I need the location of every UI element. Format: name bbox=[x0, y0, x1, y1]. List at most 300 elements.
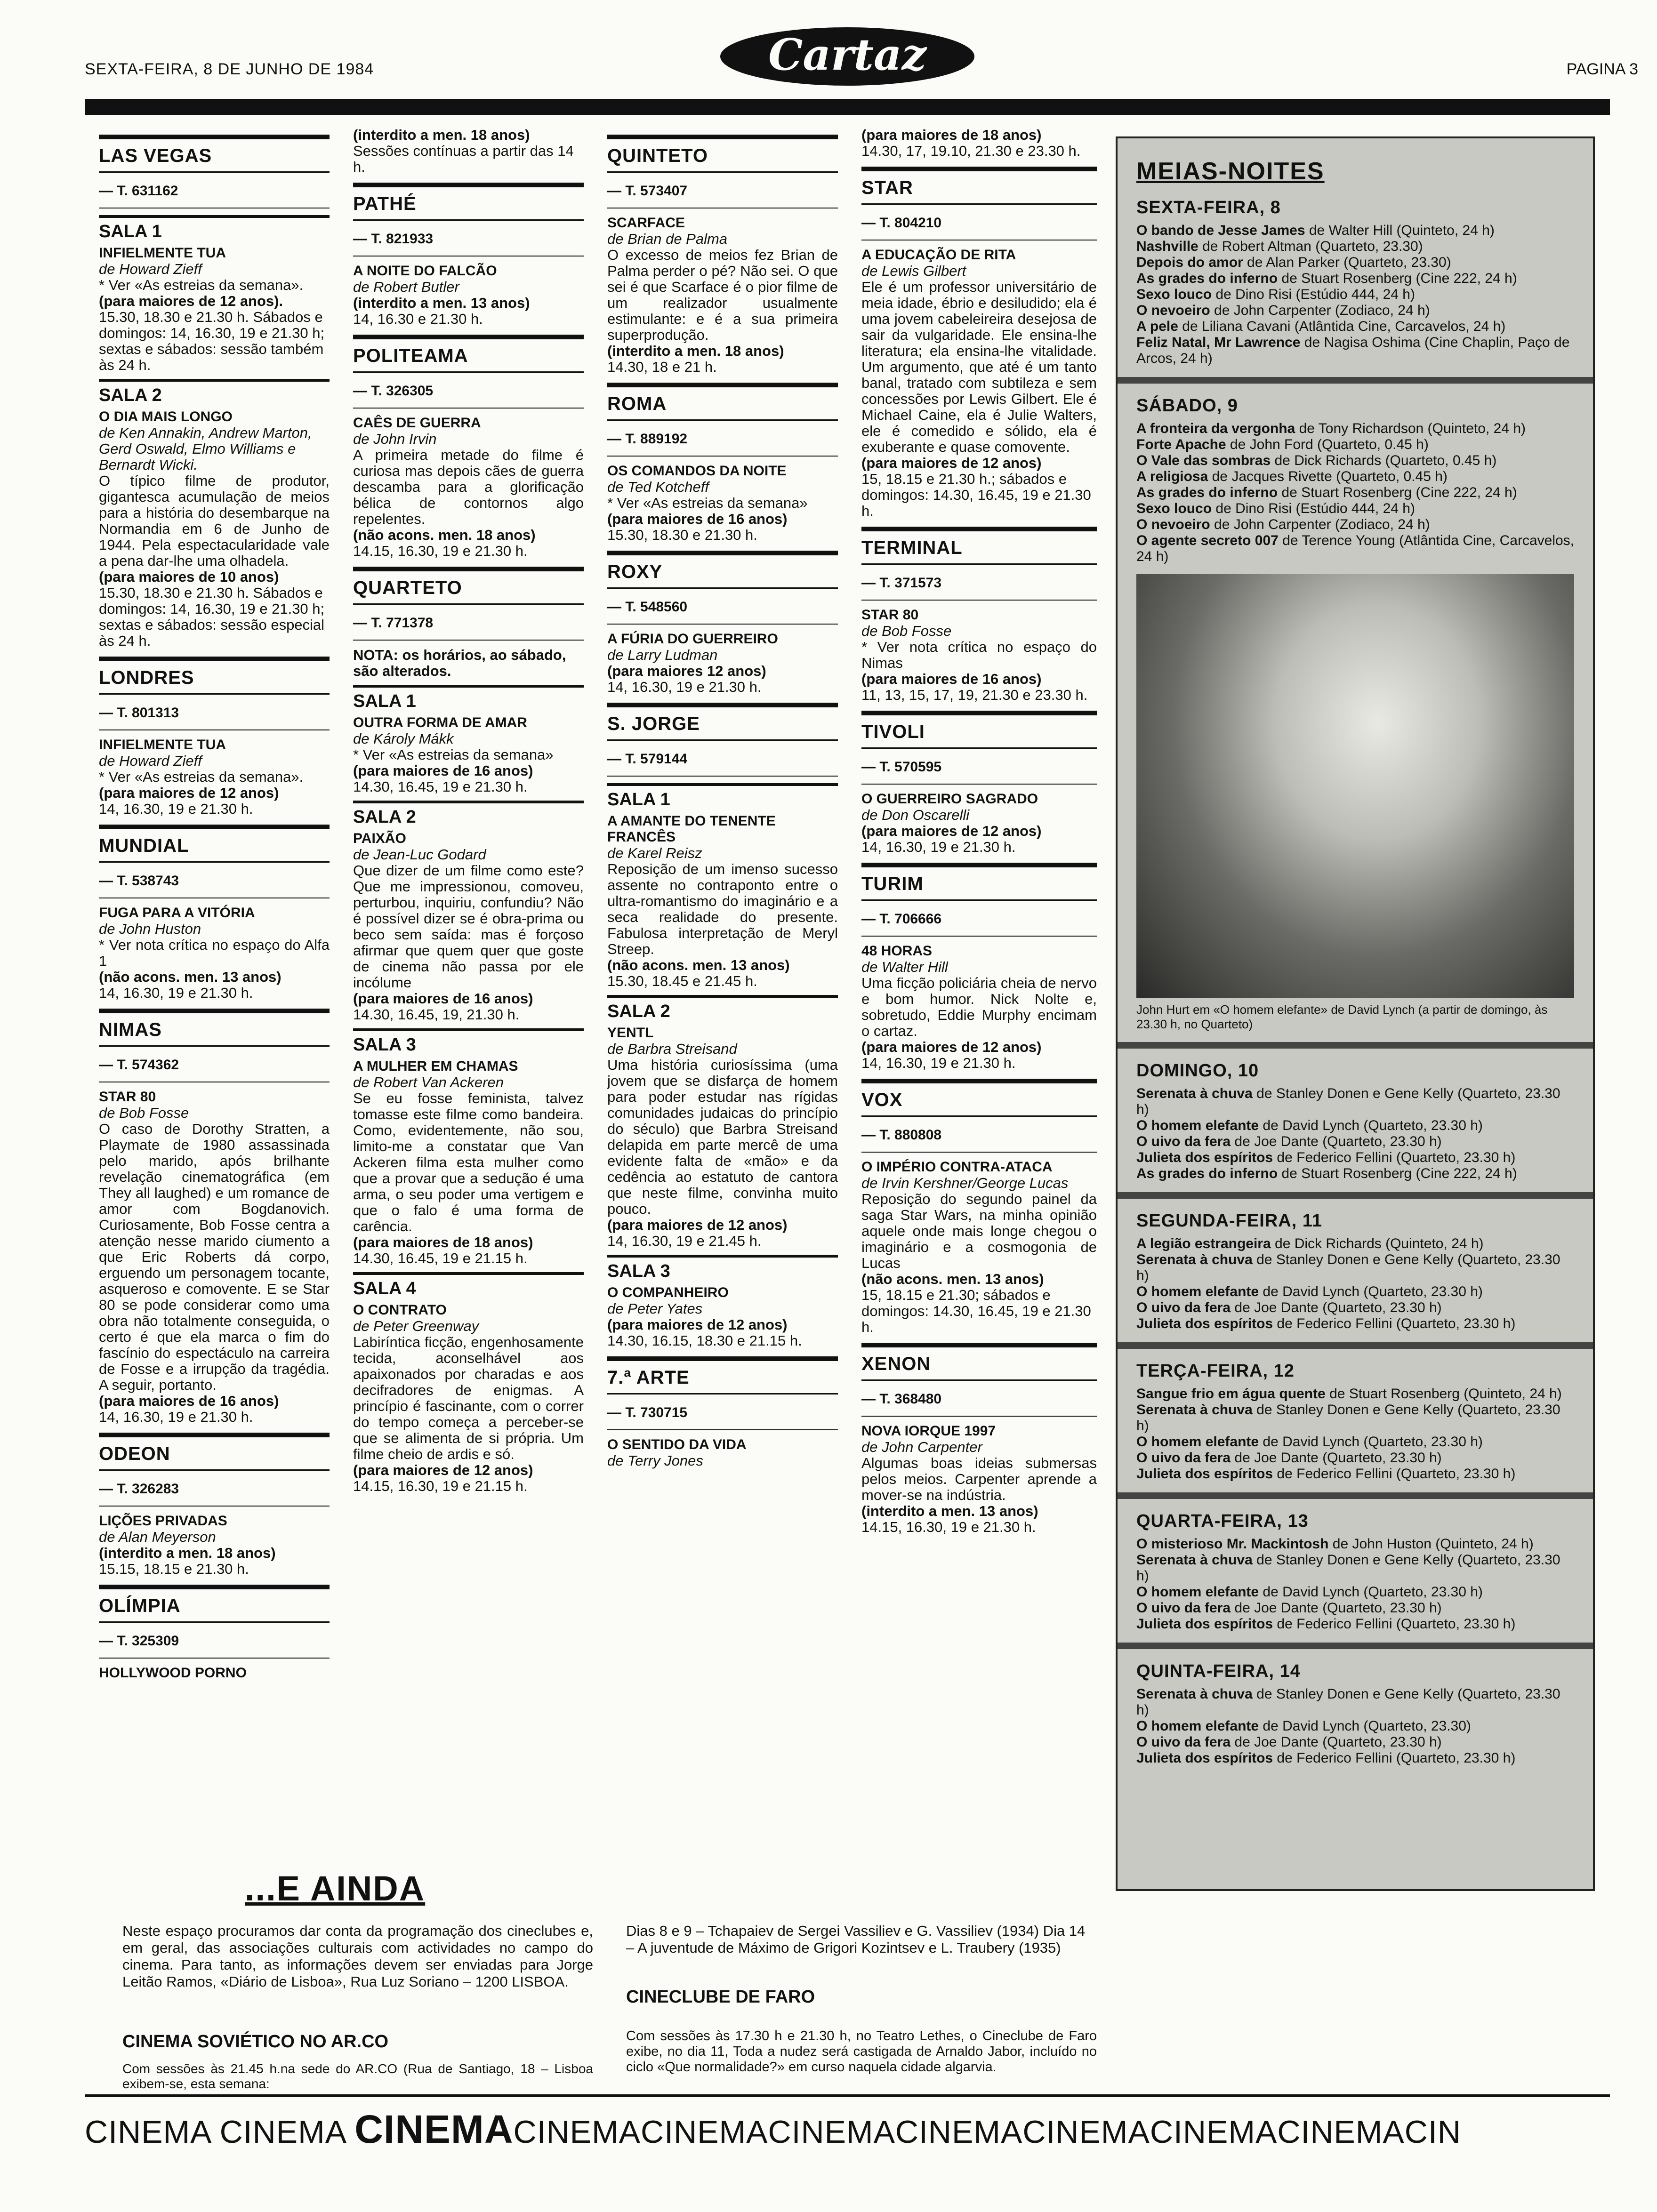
listing-details: de John Carpenter (Zodiaco, 24 h) bbox=[1210, 517, 1430, 532]
film-rating: (para maiores de 16 anos) bbox=[353, 990, 533, 1007]
film-review: * Ver nota crítica no espaço do Nimas bbox=[861, 639, 1097, 671]
film-title: O SENTIDO DA VIDA bbox=[607, 1437, 747, 1452]
film-title: O CONTRATO bbox=[353, 1302, 447, 1318]
film-title: O IMPÉRIO CONTRA-ATACA bbox=[861, 1159, 1053, 1175]
film-times: 15.15, 18.15 e 21.30 h. bbox=[99, 1561, 249, 1577]
cinema-phone: — T. 570595 bbox=[861, 759, 1097, 785]
film-director: de Alan Meyerson bbox=[99, 1529, 216, 1545]
listing-film: A religiosa bbox=[1136, 469, 1208, 484]
listing-film: Nashville bbox=[1136, 239, 1199, 254]
column-3 bbox=[607, 127, 838, 1469]
listing-film: O bando de Jesse James bbox=[1136, 223, 1305, 238]
listing-row bbox=[1136, 1718, 1574, 1734]
day-listing bbox=[1136, 223, 1574, 367]
film-rating: (para maiores de 12 anos) bbox=[353, 1462, 533, 1478]
cinema-section bbox=[353, 183, 584, 327]
film-title: A EDUCAÇÃO DE RITA bbox=[861, 247, 1016, 263]
listing-row bbox=[1136, 1300, 1574, 1316]
cinema-section bbox=[861, 863, 1097, 1071]
listing-details: de Stanley Donen e Gene Kelly (Quarteto, 23.30 h) bbox=[1136, 1252, 1560, 1283]
listing-details: de John Ford (Quarteto, 0.45 h) bbox=[1226, 437, 1429, 452]
cinema-phone: — T. 326283 bbox=[99, 1481, 330, 1507]
listing-details: de Stuart Rosenberg (Cine 222, 24 h) bbox=[1278, 485, 1517, 500]
listing-details: de Stanley Donen e Gene Kelly (Quarteto, 23.30 h) bbox=[1136, 1402, 1560, 1434]
column-2 bbox=[353, 127, 584, 1494]
carryover-rating: (para maiores de 18 anos) bbox=[861, 127, 1042, 143]
cinema-section bbox=[353, 335, 584, 559]
listing-row bbox=[1136, 319, 1574, 335]
film-title: OS COMANDOS DA NOITE bbox=[607, 463, 787, 479]
film-title: OUTRA FORMA DE AMAR bbox=[353, 715, 527, 730]
listing-details: de Federico Fellini (Quarteto, 23.30 h) bbox=[1273, 1616, 1516, 1632]
cinema-name: POLITEAMA bbox=[353, 344, 584, 373]
day-heading: QUINTA-FEIRA, 14 bbox=[1136, 1661, 1301, 1681]
cinema-phone: — T. 579144 bbox=[607, 751, 838, 777]
day-separator bbox=[1118, 1042, 1593, 1049]
listing-row bbox=[1136, 335, 1574, 367]
listing-row bbox=[1136, 287, 1574, 303]
cinema-section bbox=[353, 567, 584, 1494]
cinema-phone: — T. 889192 bbox=[607, 431, 838, 457]
faro-section bbox=[626, 1988, 1097, 2012]
listing-film: Feliz Natal, Mr Lawrence bbox=[1136, 335, 1301, 350]
arco-text: Com sessões às 21.45 h.na sede do AR.CO (Rua de Santiago, 18 – Lisboa exibem-se, esta semana: bbox=[122, 2061, 593, 2091]
film-times: 15, 18.15 e 21.30; sábados e domingos: 14.30, 16.45, 19 e 21.30 h. bbox=[861, 1287, 1091, 1335]
listing-details: de Federico Fellini (Quarteto, 23.30 h) bbox=[1273, 1316, 1516, 1331]
day-separator bbox=[1118, 1192, 1593, 1199]
cinema-section bbox=[861, 527, 1097, 703]
film-rating: (não acons. men. 18 anos) bbox=[353, 527, 536, 543]
cinema-name: QUINTETO bbox=[607, 144, 838, 173]
listing-row bbox=[1136, 1584, 1574, 1600]
listing-row bbox=[1136, 223, 1574, 239]
header-rule bbox=[85, 99, 1610, 115]
listing-film: Serenata à chuva bbox=[1136, 1402, 1253, 1418]
listing-details: de Federico Fellini (Quarteto, 23.30 h) bbox=[1273, 1150, 1516, 1165]
schedule-note: NOTA: os horários, ao sábado, são alterados. bbox=[353, 647, 566, 679]
cinema-section bbox=[861, 1079, 1097, 1335]
listing-film: A fronteira da vergonha bbox=[1136, 421, 1295, 436]
film-director: de Howard Zieff bbox=[99, 753, 202, 769]
film-times: 14.15, 16.30, 19 e 21.30 h. bbox=[353, 543, 528, 559]
film-title: FUGA PARA A VITÓRIA bbox=[99, 905, 255, 921]
listing-details: de David Lynch (Quarteto, 23.30 h) bbox=[1259, 1434, 1483, 1450]
cinema-section bbox=[99, 135, 330, 649]
listing-row bbox=[1136, 453, 1574, 469]
cinema-name: S. JORGE bbox=[607, 712, 838, 741]
listing-row bbox=[1136, 501, 1574, 517]
listing-row bbox=[1136, 437, 1574, 453]
film-times: 14, 16.30, 19 e 21.30 h. bbox=[861, 1055, 1016, 1071]
film-director: de Ken Annakin, Andrew Marton, Gerd Oswald, Elmo Williams e Bernardt Wicki. bbox=[99, 425, 312, 473]
listing-film: Julieta dos espíritos bbox=[1136, 1750, 1273, 1766]
cinema-section bbox=[861, 167, 1097, 519]
cinema-name: STAR bbox=[861, 176, 1097, 205]
day-separator bbox=[1118, 1342, 1593, 1349]
film-times: 15.30, 18.30 e 21.30 h. Sábados e domingos: 14, 16.30, 19 e 21.30 h; sextas e sábados: sessão também às 24 h. bbox=[99, 309, 325, 373]
film-times: 14, 16.30, 19 e 21.30 h. bbox=[99, 801, 253, 817]
listing-row bbox=[1136, 255, 1574, 271]
film-director: de John Irvin bbox=[353, 431, 437, 447]
listing-details: de Dick Richards (Quarteto, 0.45 h) bbox=[1271, 453, 1497, 468]
film-rating: (interdito a men. 18 anos) bbox=[607, 343, 784, 359]
film-times: 14.30, 16.15, 18.30 e 21.15 h. bbox=[607, 1332, 802, 1349]
arco-title: CINEMA SOVIÉTICO NO AR.CO bbox=[122, 2032, 389, 2052]
day-separator bbox=[1118, 1643, 1593, 1649]
ainda-title: ...E AINDA bbox=[245, 1869, 426, 1908]
listing-row bbox=[1136, 1600, 1574, 1616]
cinema-section bbox=[607, 135, 838, 375]
listing-row bbox=[1136, 1236, 1574, 1252]
listing-film: Sangue frio em água quente bbox=[1136, 1386, 1326, 1402]
film-title: PAIXÃO bbox=[353, 831, 406, 846]
listing-row bbox=[1136, 421, 1574, 437]
listing-row bbox=[1136, 1386, 1574, 1402]
listing-details: de Federico Fellini (Quarteto, 23.30 h) bbox=[1273, 1750, 1516, 1766]
film-title: A FÚRIA DO GUERREIRO bbox=[607, 631, 778, 647]
listing-details: de Tony Richardson (Quinteto, 24 h) bbox=[1295, 421, 1526, 436]
listing-film: O uivo da fera bbox=[1136, 1734, 1231, 1750]
film-rating: (não acons. men. 13 anos) bbox=[607, 957, 790, 973]
listing-details: de Joe Dante (Quarteto, 23.30 h) bbox=[1231, 1600, 1442, 1616]
listing-details: de Stuart Rosenberg (Cine 222, 24 h) bbox=[1278, 1166, 1517, 1181]
listing-details: de David Lynch (Quarteto, 23.30 h) bbox=[1259, 1584, 1483, 1600]
listing-row bbox=[1136, 1434, 1574, 1450]
film-review: * Ver nota crítica no espaço do Alfa 1 bbox=[99, 937, 330, 969]
film-title: O DIA MAIS LONGO bbox=[99, 409, 233, 425]
listing-film: O nevoeiro bbox=[1136, 303, 1210, 318]
day-separator bbox=[1118, 377, 1593, 384]
listing-row bbox=[1136, 1450, 1574, 1466]
day-heading: SEXTA-FEIRA, 8 bbox=[1136, 198, 1281, 217]
listing-film: O homem elefante bbox=[1136, 1284, 1259, 1299]
film-review: * Ver «As estreias da semana» bbox=[353, 746, 554, 763]
day-heading: SEGUNDA-FEIRA, 11 bbox=[1136, 1211, 1322, 1231]
day-heading: TERÇA-FEIRA, 12 bbox=[1136, 1361, 1295, 1381]
listing-details: de Joe Dante (Quarteto, 23.30 h) bbox=[1231, 1450, 1442, 1466]
film-times: 15, 18.15 e 21.30 h.; sábados e domingos: 14.30, 16.45, 19 e 21.30 h. bbox=[861, 471, 1091, 519]
film-director: de Howard Zieff bbox=[99, 261, 202, 277]
film-rating: (para maiores de 12 anos) bbox=[99, 785, 279, 801]
listing-row bbox=[1136, 1118, 1574, 1134]
cinema-name: LONDRES bbox=[99, 666, 330, 695]
cinema-section bbox=[607, 551, 838, 695]
film-title: CAÊS DE GUERRA bbox=[353, 415, 481, 431]
film-rating: (para maiores de 12 anos). bbox=[99, 293, 283, 309]
footer-band bbox=[85, 2094, 1610, 2152]
film-times: 15.30, 18.30 e 21.30 h. bbox=[607, 527, 757, 543]
listing-details: de Dino Risi (Estúdio 444, 24 h) bbox=[1212, 501, 1415, 516]
listing-details: de Liliana Cavani (Atlântida Cine, Carcavelos, 24 h) bbox=[1178, 319, 1506, 334]
cinema-name: VOX bbox=[861, 1088, 1097, 1117]
listing-film: O homem elefante bbox=[1136, 1584, 1259, 1600]
listing-details: de David Lynch (Quarteto, 23.30 h) bbox=[1259, 1284, 1483, 1299]
day-listing bbox=[1136, 421, 1574, 565]
listing-film: As grades do inferno bbox=[1136, 485, 1278, 500]
film-rating: (para maiores de 16 anos) bbox=[99, 1393, 279, 1409]
listing-film: O homem elefante bbox=[1136, 1434, 1259, 1450]
film-review: O típico filme de produtor, gigantesca acumulação de meios para a história do desembarque na Normandia em 6 de Junho de 1944. Pela espectacularidade vale a pena dar-lhe uma olhadela. bbox=[99, 473, 330, 569]
cinema-section bbox=[861, 1343, 1097, 1535]
film-rating: (não acons. men. 13 anos) bbox=[861, 1271, 1044, 1287]
photo-caption: John Hurt em «O homem elefante» de David Lynch (a partir de domingo, às 23.30 h, no Quarteto) bbox=[1136, 1002, 1548, 1031]
meias-noites-box bbox=[1116, 136, 1595, 1891]
sala-label: SALA 1 bbox=[99, 215, 330, 240]
sala-label: SALA 2 bbox=[99, 379, 330, 403]
film-director: de Peter Greenway bbox=[353, 1318, 479, 1334]
film-director: de Lewis Gilbert bbox=[861, 263, 966, 279]
cinema-phone: — T. 326305 bbox=[353, 383, 584, 409]
film-rating: (para maiores de 16 anos) bbox=[607, 511, 788, 527]
film-review: O excesso de meios fez Brian de Palma perder o pé? Não sei. O que sei é que Scarface é o pior filme de um realizador usualmente estimulante: e é a sua primeira superprodução. bbox=[607, 247, 838, 343]
film-title: YENTL bbox=[607, 1025, 654, 1041]
listing-row bbox=[1136, 1734, 1574, 1750]
listing-film: O agente secreto 007 bbox=[1136, 533, 1279, 548]
listing-film: O Vale das sombras bbox=[1136, 453, 1271, 468]
column-4 bbox=[861, 127, 1097, 1535]
cinema-section bbox=[99, 1585, 330, 1681]
listing-row bbox=[1136, 1316, 1574, 1332]
listing-details: de Stuart Rosenberg (Quinteto, 24 h) bbox=[1325, 1386, 1562, 1402]
listing-row bbox=[1136, 1150, 1574, 1166]
film-title: A MULHER EM CHAMAS bbox=[353, 1058, 518, 1074]
arco-section bbox=[122, 2033, 593, 2057]
listing-details: de Stuart Rosenberg (Cine 222, 24 h) bbox=[1278, 271, 1517, 286]
cinema-phone: — T. 573407 bbox=[607, 183, 838, 208]
film-review: Reposição do segundo painel da saga Star Wars, na minha opinião aquele onde mais longe chegou o imaginário e a cosmogonia de Lucas bbox=[861, 1191, 1097, 1271]
day-heading: QUARTA-FEIRA, 13 bbox=[1136, 1511, 1309, 1531]
listing-film: Julieta dos espíritos bbox=[1136, 1316, 1273, 1331]
listing-details: de John Carpenter (Zodiaco, 24 h) bbox=[1210, 303, 1430, 318]
listing-details: de Dick Richards (Quinteto, 24 h) bbox=[1271, 1236, 1484, 1251]
listing-details: de David Lynch (Quarteto, 23.30 h) bbox=[1259, 1118, 1483, 1133]
cinema-phone: — T. 548560 bbox=[607, 599, 838, 625]
cinema-phone: — T. 880808 bbox=[861, 1127, 1097, 1153]
sala-label: SALA 2 bbox=[607, 995, 838, 1019]
listing-row bbox=[1136, 239, 1574, 255]
listing-film: Serenata à chuva bbox=[1136, 1252, 1253, 1267]
day-heading: SÁBADO, 9 bbox=[1136, 396, 1238, 416]
film-title: INFIELMENTE TUA bbox=[99, 245, 226, 261]
cinema-phone: — T. 368480 bbox=[861, 1391, 1097, 1417]
listing-film: O uivo da fera bbox=[1136, 1300, 1231, 1315]
cinema-phone: — T. 801313 bbox=[99, 705, 330, 730]
listing-film: O homem elefante bbox=[1136, 1718, 1259, 1734]
listing-row bbox=[1136, 1252, 1574, 1284]
day-heading: DOMINGO, 10 bbox=[1136, 1061, 1259, 1081]
cinema-name: MUNDIAL bbox=[99, 834, 330, 863]
listing-details: de Joe Dante (Quarteto, 23.30 h) bbox=[1231, 1134, 1442, 1149]
film-rating: (para maiores de 12 anos) bbox=[861, 1039, 1042, 1055]
day-listing bbox=[1136, 1236, 1574, 1332]
listing-row bbox=[1136, 1750, 1574, 1766]
film-times: 14.30, 16.45, 19, 21.30 h. bbox=[353, 1006, 520, 1023]
listing-film: Julieta dos espíritos bbox=[1136, 1616, 1273, 1632]
cinema-phone: — T. 574362 bbox=[99, 1057, 330, 1082]
cinema-section bbox=[607, 1356, 838, 1469]
listing-details: de Terence Young (Atlântida Cine, Carcavelos, 24 h) bbox=[1136, 533, 1575, 564]
listing-film: Depois do amor bbox=[1136, 255, 1243, 270]
film-title: LIÇÕES PRIVADAS bbox=[99, 1513, 227, 1529]
cinema-phone: — T. 538743 bbox=[99, 873, 330, 898]
film-review: * Ver «As estreias da semana». bbox=[99, 769, 304, 785]
film-director: de Karel Reisz bbox=[607, 845, 702, 861]
film-rating: (não acons. men. 13 anos) bbox=[99, 969, 282, 985]
listing-row bbox=[1136, 1086, 1574, 1118]
film-review: * Ver «As estreias da semana». bbox=[99, 277, 304, 293]
listing-film: O uivo da fera bbox=[1136, 1600, 1231, 1616]
listing-row bbox=[1136, 469, 1574, 485]
cinema-phone: — T. 631162 bbox=[99, 183, 330, 208]
cinema-name: XENON bbox=[861, 1352, 1097, 1381]
sala-label: SALA 1 bbox=[353, 685, 584, 709]
cinema-phone: — T. 325309 bbox=[99, 1633, 330, 1659]
listing-details: de Jacques Rivette (Quarteto, 0.45 h) bbox=[1208, 469, 1448, 484]
listing-film: Forte Apache bbox=[1136, 437, 1226, 452]
footer-cinema-bold: CINEMA bbox=[354, 2107, 514, 2151]
faro-text: Com sessões às 17.30 h e 21.30 h, no Teatro Lethes, o Cineclube de Faro exibe, no dia 11, Toda a nudez será castigada de Arnaldo Jabor, incluído no ciclo «Que normalidade?» em curso naquela cidade algarvia. bbox=[626, 2028, 1097, 2075]
film-title: INFIELMENTE TUA bbox=[99, 737, 226, 753]
film-review: Que dizer de um filme como este? Que me impressionou, comoveu, perturbou, inquiriu, confundiu? Não é possível dizer se é obra-prima ou beco sem saída: mas é forçoso afirmar que quem quer que goste de cinema não passa por ele incólume bbox=[353, 862, 584, 991]
listing-row bbox=[1136, 533, 1574, 565]
listing-row bbox=[1136, 1616, 1574, 1632]
film-director: de Barbra Streisand bbox=[607, 1041, 737, 1057]
sala-label: SALA 4 bbox=[353, 1272, 584, 1297]
film-director: de Robert Van Ackeren bbox=[353, 1074, 504, 1090]
film-review: Labiríntica ficção, engenhosamente tecida, aconselhável aos apaixonados por charadas e aos decifradores de enigmas. A princípio é fascinante, com o correr do tempo começa a perceber-se que se alimenta de si própria. Um filme cheio de ardis e só. bbox=[353, 1334, 584, 1462]
footer-cinema-repeat: CINEMACINEMACINEMACINEMACINEMACINEMACINEMACIN bbox=[513, 2114, 1461, 2150]
listing-film: Julieta dos espíritos bbox=[1136, 1466, 1273, 1482]
cinema-name: ROXY bbox=[607, 560, 838, 589]
listing-details: de Joe Dante (Quarteto, 23.30 h) bbox=[1231, 1734, 1442, 1750]
cinema-name: PATHÉ bbox=[353, 192, 584, 221]
sala-label: SALA 3 bbox=[607, 1255, 838, 1279]
sala-label: SALA 2 bbox=[353, 801, 584, 825]
sala-label: SALA 3 bbox=[353, 1028, 584, 1053]
film-review: Reposição de um imenso sucesso assente no contraponto entre o ultra-romantismo do imaginário e a seca realidade do presente. Fabulosa interpretação de Meryl Streep. bbox=[607, 861, 838, 957]
carryover-times: Sessões contínuas a partir das 14 h. bbox=[353, 143, 574, 175]
film-times: 15.30, 18.30 e 21.30 h. Sábados e domingos: 14, 16.30, 19 e 21.30 h; sextas e sábados: sessão especial às 24 h. bbox=[99, 585, 325, 649]
film-review: Se eu fosse feminista, talvez tomasse este filme como bandeira. Como, evidentemente, não sou, limito-me a constatar que Van Ackeren filma esta mulher como que a provar que a sedução é uma arma, o seu poder uma vertigem e que o falo é uma forma de carência. bbox=[353, 1090, 584, 1234]
film-director: de Terry Jones bbox=[607, 1452, 703, 1469]
sala-label: SALA 1 bbox=[607, 783, 838, 808]
film-title: STAR 80 bbox=[861, 607, 919, 623]
cartaz-logo bbox=[716, 19, 979, 89]
film-title: STAR 80 bbox=[99, 1089, 156, 1105]
film-rating: (para maiores de 10 anos) bbox=[99, 569, 279, 585]
cinema-name: NIMAS bbox=[99, 1018, 330, 1047]
listing-film: A legião estrangeira bbox=[1136, 1236, 1271, 1251]
film-rating: (para maiores 12 anos) bbox=[607, 663, 766, 679]
cinema-name: OLÍMPIA bbox=[99, 1594, 330, 1623]
cinema-section bbox=[99, 1009, 330, 1425]
film-director: de Peter Yates bbox=[607, 1300, 703, 1317]
film-review: Algumas boas ideias submersas pelos meios. Carpenter aprende a mover-se na indústria. bbox=[861, 1455, 1097, 1503]
film-director: de Károly Mákk bbox=[353, 730, 454, 747]
film-rating: (para maiores de 12 anos) bbox=[607, 1316, 788, 1333]
listing-details: de Robert Altman (Quarteto, 23.30) bbox=[1198, 239, 1423, 254]
cinema-name: ODEON bbox=[99, 1442, 330, 1471]
listing-details: de Stanley Donen e Gene Kelly (Quarteto, 23.30 h) bbox=[1136, 1086, 1560, 1117]
listing-row bbox=[1136, 1686, 1574, 1718]
cinema-name: ROMA bbox=[607, 392, 838, 421]
ainda-intro: Neste espaço procuramos dar conta da programação dos cineclubes e, em geral, das associações culturais com actividades no campo do cinema. Para tanto, as informações devem ser enviadas para Jorge Leitão Ramos, «Diário de Lisboa», Rua Luz Soriano – 1200 LISBOA. bbox=[122, 1923, 593, 1990]
listing-row bbox=[1136, 1536, 1574, 1552]
film-title: NOVA IORQUE 1997 bbox=[861, 1423, 996, 1439]
logo-text: Cartaz bbox=[768, 29, 926, 80]
day-listing bbox=[1136, 1386, 1574, 1482]
faro-title: CINECLUBE DE FARO bbox=[626, 1987, 815, 2007]
listing-film: As grades do inferno bbox=[1136, 1166, 1278, 1181]
listing-film: O nevoeiro bbox=[1136, 517, 1210, 532]
film-rating: (para maiores de 16 anos) bbox=[861, 671, 1042, 687]
film-rating: (para maiores de 12 anos) bbox=[861, 823, 1042, 839]
arco-days: Dias 8 e 9 – Tchapaiev de Sergei Vassiliev e G. Vassiliev (1934) Dia 14 – A juventude de Máximo de Grigori Kozintsev e L. Traubery (1935) bbox=[626, 1923, 1086, 1956]
film-rating: (interdito a men. 13 anos) bbox=[861, 1503, 1038, 1519]
listing-row bbox=[1136, 1284, 1574, 1300]
film-director: de John Carpenter bbox=[861, 1439, 982, 1455]
meias-noites-title: MEIAS-NOITES bbox=[1136, 158, 1325, 185]
cinema-section bbox=[99, 1433, 330, 1577]
film-title: O COMPANHEIRO bbox=[607, 1285, 729, 1300]
day-separator bbox=[1118, 1492, 1593, 1499]
listing-details: de Walter Hill (Quinteto, 24 h) bbox=[1305, 223, 1495, 238]
film-rating: (para maiores de 12 anos) bbox=[861, 455, 1042, 471]
film-director: de Bob Fosse bbox=[99, 1105, 189, 1121]
film-director: de Ted Kotcheff bbox=[607, 479, 709, 495]
film-title: 48 HORAS bbox=[861, 943, 933, 959]
cinema-phone: — T. 771378 bbox=[353, 615, 584, 641]
day-listing bbox=[1136, 1686, 1574, 1766]
listing-row bbox=[1136, 1166, 1574, 1182]
film-times: 14, 16.30 e 21.30 h. bbox=[353, 311, 483, 327]
film-rating: (para maiores de 18 anos) bbox=[353, 1234, 533, 1250]
cinema-section bbox=[607, 383, 838, 543]
film-director: de Bob Fosse bbox=[861, 623, 952, 639]
listing-film: Serenata à chuva bbox=[1136, 1552, 1253, 1568]
cinema-section bbox=[99, 825, 330, 1001]
film-title: A AMANTE DO TENENTE FRANCÊS bbox=[607, 813, 776, 845]
film-title: O GUERREIRO SAGRADO bbox=[861, 791, 1038, 807]
listing-row bbox=[1136, 517, 1574, 533]
film-review: Ele é um professor universitário de meia idade, ébrio e desiludido; ela é uma jovem cabeleireira desejosa de sair da vulgaridade. Ele ensina-lhe literatura; ela ensina-lhe vitalidade. Um argumento, que até é um tanto banal, tratado com subtileza e sem concessões por Lewis Gilbert. Ele é Michael Caine, ela é Julie Walters, ele é comedido e sólido, ela é exuberante e quase comovente. bbox=[861, 279, 1097, 455]
film-times: 14, 16.30, 19 e 21.30 h. bbox=[861, 839, 1016, 855]
film-times: 15.30, 18.45 e 21.45 h. bbox=[607, 973, 757, 989]
issue-date: SEXTA-FEIRA, 8 DE JUNHO DE 1984 bbox=[85, 60, 374, 78]
listing-row bbox=[1136, 1402, 1574, 1434]
film-review: Uma ficção policiária cheia de nervo e bom humor. Nick Nolte e, sobretudo, Eddie Murphy encimam o cartaz. bbox=[861, 975, 1097, 1039]
cinema-section bbox=[99, 657, 330, 817]
listing-details: de Stanley Donen e Gene Kelly (Quarteto, 23.30 h) bbox=[1136, 1552, 1560, 1584]
cinema-name: TIVOLI bbox=[861, 720, 1097, 749]
film-times: 14, 16.30, 19 e 21.30 h. bbox=[99, 1409, 253, 1425]
cinema-name: TERMINAL bbox=[861, 536, 1097, 565]
film-times: 14, 16.30, 19 e 21.45 h. bbox=[607, 1233, 762, 1249]
film-review: * Ver «As estreias da semana» bbox=[607, 495, 808, 511]
page-number: PAGINA 3 bbox=[1566, 60, 1638, 78]
cinema-phone: — T. 371573 bbox=[861, 575, 1097, 601]
listing-film: O uivo da fera bbox=[1136, 1134, 1231, 1149]
listing-details: de Dino Risi (Estúdio 444, 24 h) bbox=[1212, 287, 1415, 302]
cinema-name: 7.ª ARTE bbox=[607, 1366, 838, 1395]
film-title: SCARFACE bbox=[607, 215, 685, 231]
listing-row bbox=[1136, 303, 1574, 319]
listing-film: Serenata à chuva bbox=[1136, 1086, 1253, 1101]
film-review: O caso de Dorothy Stratten, a Playmate de 1980 assassinada pelo marido, após brilhante revelação cinematográfica (em They all laughed) e um romance de amor com Bogdanovich. Curiosamente, Bob Fosse centra a atenção nesse marido ciumento a que Eric Roberts dá corpo, erguendo um personagem tocante, asqueroso e comovente. E se Star 80 se pode considerar como uma obra não totalmente conseguida, o certo é que ela marca o fim do fascínio do espectáculo na carreira de Fosse e a irrupção da tragédia. A seguir, portanto. bbox=[99, 1121, 330, 1393]
cinema-section bbox=[861, 711, 1097, 855]
listing-film: O misterioso Mr. Mackintosh bbox=[1136, 1536, 1329, 1552]
film-title: A NOITE DO FALCÃO bbox=[353, 263, 497, 279]
